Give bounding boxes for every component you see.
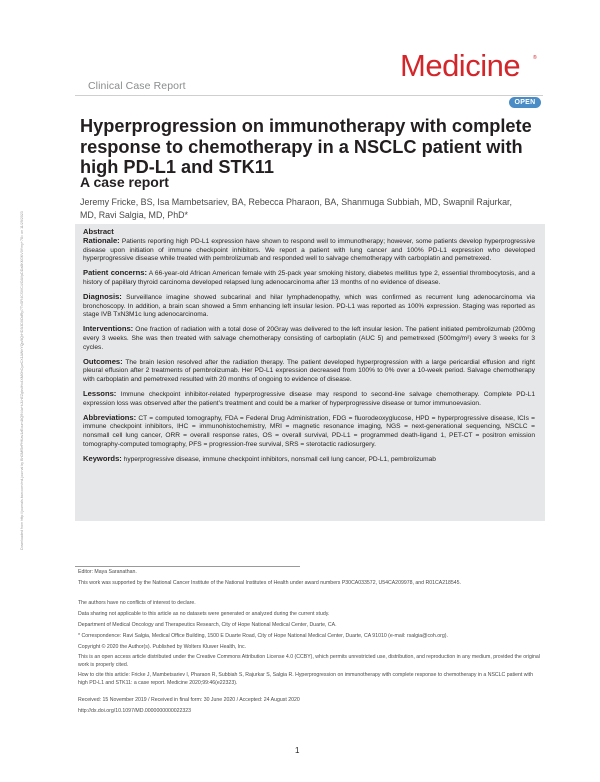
abstract-box	[75, 224, 545, 521]
journal-logo: Medicine	[400, 48, 521, 83]
registered-mark: ®	[533, 55, 537, 61]
footnote-conflicts: The authors have no conflicts of interest to declare.	[78, 600, 196, 606]
abstract-rationale	[83, 237, 535, 264]
footnote-data-sharing: Data sharing not applicable to this article as no datasets were generated or analyzed during the current study.	[78, 611, 330, 617]
section-label: Clinical Case Report	[88, 80, 186, 92]
footnote-editor: Editor: Maya Saranathan.	[78, 569, 137, 575]
open-access-badge: OPEN	[509, 97, 541, 108]
abstract-text: Patients reporting high PD-L1 expression have shown to respond well to immunotherapy; however, some patients develop hyperprogressive disease upon initiation of immune checkpoint inhibitors. We report a patient with lung cancer and 100% PD-L1 expression who developed hyperprogressive disease while treated with pembrolizumab and responded well to salvage chemotherapy with carboplatin and pemetrexed.	[83, 237, 535, 263]
abstract-text: The brain lesion resolved after the radiation therapy. The patient developed hyperprogression with a large pericardial effusion and right pleural effusion after 2 treatments of pembrolizumab. Her PD-L1 expression decreased from 100% to 0% over a 10-week period. Salvage chemotherapy with carboplatin and pemetrexed resulted with 20 months of ongoing to evidence of disease.	[83, 358, 535, 384]
footnote-funding: This work was supported by the National Cancer Institute of the National Institutes of Health under award numbers P30CA033572, U54CA209978, and R01CA218545.	[78, 580, 461, 586]
abstract-interventions	[83, 325, 535, 352]
abstract-text: CT = computed tomography, FDA = Federal Drug Administration, FDG = fluorodeoxyglucose, HPD = hyperprogressive disease, ICIs = immune checkpoint inhibitors, IHC = immunohistochemistry, MRI = magnetic resonance imaging, NGS = next-generational sequencing, NSCLC = nonsmall cell lung cancer, ORR = overall response rates, OS = overall survival, PD-L1 = programmed death-ligand 1, PET-CT = positron emission tomography-computed tomography, PFS = progression-free survival, SRS = sterotactic radiosurgery.	[83, 414, 535, 448]
abstract-abbreviations	[83, 414, 535, 450]
abstract-outcomes	[83, 358, 535, 385]
footnote-copyright: Copyright © 2020 the Author(s). Published by Wolters Kluwer Health, Inc.	[78, 644, 247, 650]
footnote-doi[interactable]: http://dx.doi.org/10.1097/MD.0000000000022323	[78, 708, 192, 714]
paper-title: Hyperprogression on immunotherapy with complete response to chemotherapy in a NSCLC patient with high PD-L1 and STK11	[80, 116, 532, 177]
abstract-text: Immune checkpoint inhibitor-related hyperprogressive disease may respond to second-line salvage chemotherapy. Complete PD-L1 expression loss was observed after the patient’s treatment and could be a marker of hyperprogressive disease or tumor immunoevasion.	[83, 390, 535, 407]
abstract-label: Abbreviations:	[83, 412, 137, 422]
abstract-text: One fraction of radiation with a total dose of 20Gray was delivered to the left insular lesion. The patient initiated pembrolizumab (200mg every 3 weeks. She was then treated with salvage chemotherapy consisting of carboplatin (AUC 5) and pemetrexed (500mg/m²) every 3 weeks for 3 cycles.	[83, 326, 535, 351]
footnote-affiliation: Department of Medical Oncology and Therapeutics Research, City of Hope National Medical Center, Duarte, CA.	[78, 622, 337, 628]
abstract-label: Diagnosis:	[83, 291, 122, 301]
abstract-text: Surveillance imagine showed subcarinal and hilar lymphadenopathy, which was confirmed as recurrent lung adenocarcinoma via bronchoscopy. In addition, a brain scan showed a 5mm enhancing left insular lesion. PD-L1 was reported as 100% expression. Staging was reported as stage IVB TxN3M1c lung adenocarcinoma.	[83, 293, 535, 319]
abstract-diagnosis	[83, 293, 535, 320]
abstract-heading: Abstract	[83, 227, 114, 236]
sidebar-download-notice	[20, 211, 28, 550]
abstract-text: A 66-year-old African American female with 25-pack year smoking history, diabetes mellitus type 2, essential thrombocytosis, and a history of papillary thyroid carcinoma developed relapsed lung adenocarcinoma after 13 months of no evidence of disease.	[83, 270, 535, 286]
footnote-correspondence: * Correspondence: Ravi Salgia, Medical Office Building, 1500 E Duarte Road, City of Hope National Medical Center, Duarte, CA 91010 (e-mail: rsalgia@coh.org).	[78, 633, 448, 639]
sidebar-download-text: Downloaded from http://journals.lww.com/md-journal by BhDMf5ePHKav1zEoum1tQfN4a+kJLhEZgbsIHo4XMi0hCywCX1AWnYQp/IlQrHD3i3D0OdRyi7TvSFl4Cf3VC4/OAVpDDa8KKGKV0Ymy+78= on 11/29/2023	[20, 211, 24, 550]
abstract-label: Rationale:	[83, 235, 120, 245]
abstract-lessons	[83, 390, 535, 409]
paper-subtitle: A case report	[80, 174, 169, 190]
footnote-license: This is an open access article distributed under the Creative Commons Attribution License 4.0 (CCBY), which permits unrestricted use, distribution, and reproduction in any medium, provided the original work is properly cited.	[78, 654, 540, 668]
page-number: 1	[295, 746, 300, 755]
abstract-label: Patient concerns:	[83, 268, 148, 278]
abstract-label: Keywords:	[83, 453, 122, 463]
header-divider	[75, 95, 543, 96]
footnote-dates: Received: 15 November 2019 / Received in final form: 30 June 2020 / Accepted: 24 August 2020	[78, 697, 300, 703]
footnote-citation: How to cite this article: Fricke J, Mambetsariev I, Pharaon R, Subbiah S, Rajurkar S, Salgia R. Hyperprogression on immunotherapy with complete response to chemotherapy in a NSCLC patient with high PD-L1 and STK11: a case report. Medicine 2020;99:46(e22323).	[78, 672, 533, 686]
author-list: Jeremy Fricke, BS, Isa Mambetsariev, BA, Rebecca Pharaon, BA, Shanmuga Subbiah, MD, Swapnil Rajurkar, MD, Ravi Salgia, MD, PhD*	[80, 197, 512, 220]
abstract-keywords	[83, 455, 535, 465]
abstract-label: Outcomes:	[83, 356, 123, 366]
footnote-divider	[75, 566, 300, 567]
abstract-text: hyperprogressive disease, immune checkpoint inhibitors, nonsmall cell lung cancer, PD-L1, pembrolizumab	[121, 455, 436, 463]
abstract-label: Interventions:	[83, 324, 134, 334]
abstract-patient-concerns	[83, 269, 535, 288]
abstract-label: Lessons:	[83, 388, 117, 398]
